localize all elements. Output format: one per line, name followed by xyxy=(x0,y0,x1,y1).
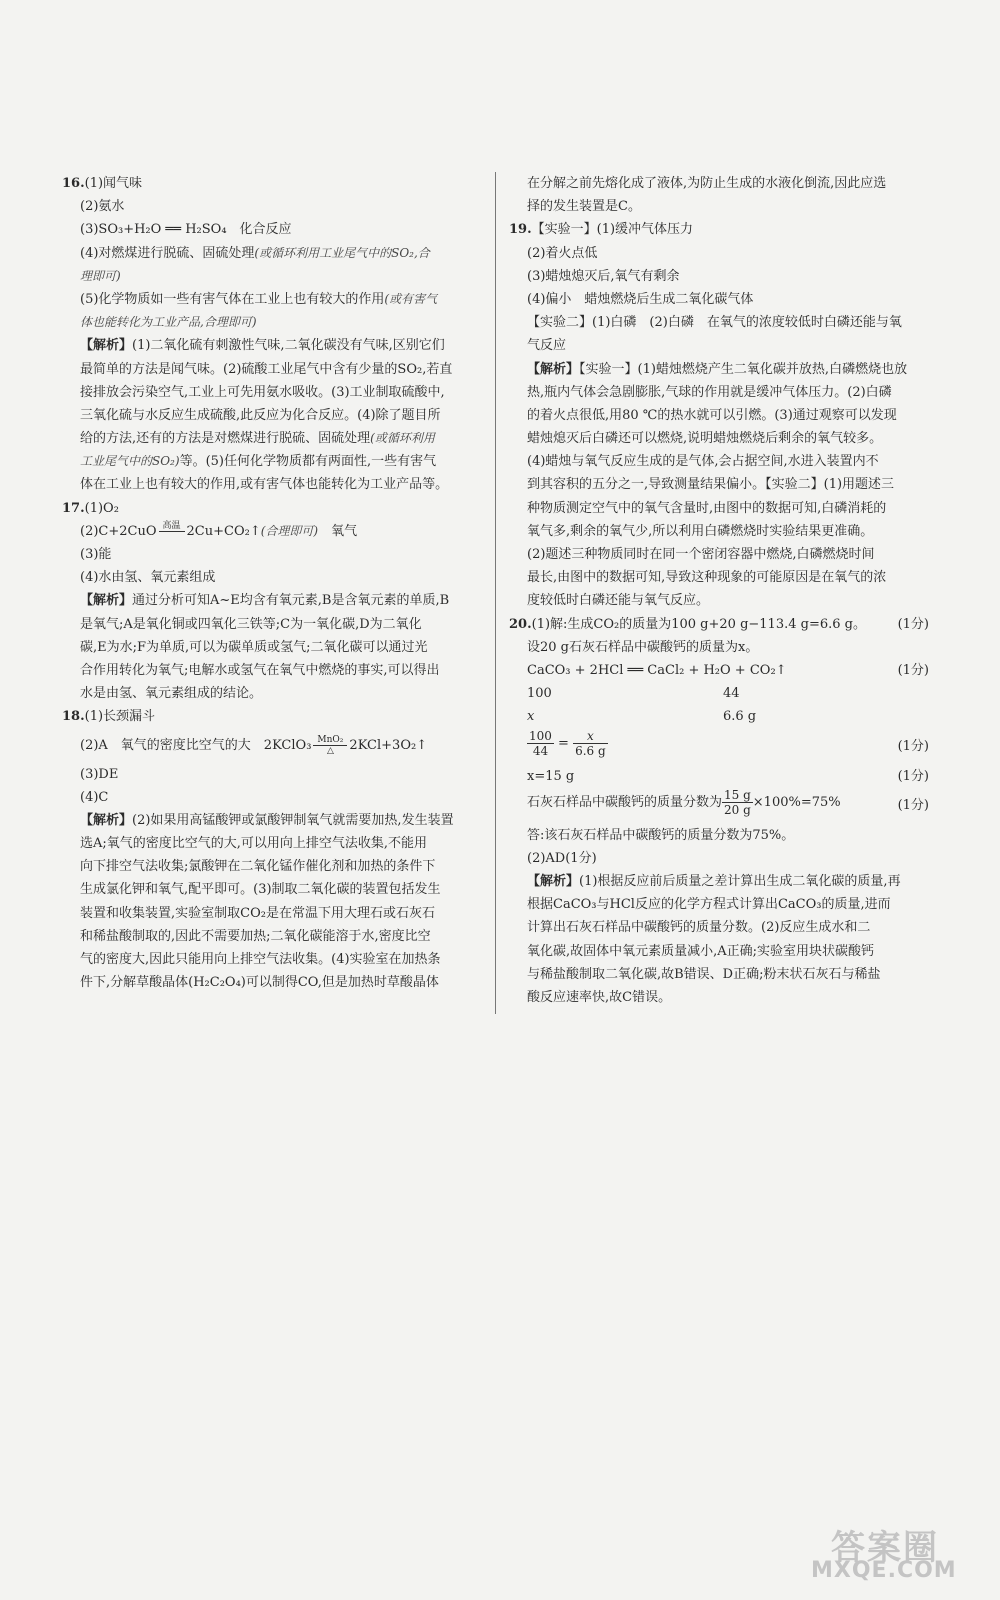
score-label: (1分) xyxy=(897,616,929,632)
q20-proportion: $\frac{100}{44}$ = $\frac{x}{6.6 g}$ (1分) xyxy=(529,728,929,758)
q19-experiment-1: 19.【实验一】(1)缓冲气体压力 xyxy=(509,222,694,238)
q16-answer-5-cont: 体也能转化为工业产品,合理即可) xyxy=(80,315,257,330)
watermark-text: 答案圈 xyxy=(831,1528,939,1568)
q17-answer-1: 17.(1)O₂ xyxy=(62,500,119,516)
q16-explanation-5: 给的方法,还有的方法是对燃煤进行脱硫、固硫处理(或循环利用 xyxy=(80,431,435,447)
q17-explanation-5: 水是由氢、氧元素组成的结论。 xyxy=(80,686,263,702)
q18-explanation-1: 【解析】(2)如果用高锰酸钾或氯酸钾制氧气就需要加热,发生装置 xyxy=(80,812,454,828)
q19-explanation-5: (4)蜡烛与氧气反应生成的是气体,会占据空间,水进入装置内不 xyxy=(527,454,879,470)
q16-explanation-2: 最简单的方法是闻气味。(2)硫酸工业尾气中含有少量的SO₂,若直 xyxy=(80,361,453,377)
q20-explanation-3: 计算出石灰石样品中碳酸钙的质量分数。(2)反应生成水和二 xyxy=(527,920,871,936)
score-label: (1分) xyxy=(897,797,929,813)
fraction: $\frac{100}{44}$ xyxy=(529,728,552,758)
q19-explanation-6: 到其容积的五分之一,导致测量结果偏小。【实验二】(1)用题述三 xyxy=(527,477,895,493)
q20-explanation-6: 酸反应速率快,故C错误。 xyxy=(527,990,672,1005)
reaction-condition: MnO₂ △ xyxy=(313,735,347,756)
q20-ratio-row-1: 100 44 xyxy=(527,686,740,702)
q19-number: 19. xyxy=(509,222,532,238)
q19-answer-3: (3)蜡烛熄灭后,氧气有剩余 xyxy=(527,268,680,284)
q16-answer-5: (5)化学物质如一些有害气体在工业上也有较大的作用(或有害气 xyxy=(80,291,438,307)
q20-line-1: 20.(1)解:生成CO₂的质量为100 g+20 g−113.4 g=6.6 g。 (1分) xyxy=(509,613,929,636)
q19-explanation-9: (2)题述三种物质同时在同一个密闭容器中燃烧,白磷燃烧时间 xyxy=(527,547,875,562)
q19-explanation-1: 【解析】【实验一】(1)蜡烛燃烧产生二氧化碳并放热,白磷燃烧也放 xyxy=(527,361,908,377)
q16-answer-1: 16.(1)闻气味 xyxy=(62,176,143,191)
q18-answer-2: (2)A 氧气的密度比空气的大 2KClO₃ MnO₂ △ 2KCl+3O₂↑ xyxy=(80,734,428,756)
q16-answer-4: (4)对燃煤进行脱硫、固硫处理(或循环利用工业尾气中的SO₂,合 xyxy=(80,245,430,261)
score-label: (1分) xyxy=(897,768,929,784)
q18-explanation-2: 选A;氧气的密度比空气的大,可以用向上排空气法收集,不能用 xyxy=(80,836,428,852)
q16-explanation-7: 体在工业上也有较大的作用,或有害气体也能转化为工业产品等。 xyxy=(80,477,449,493)
q19-explanation-8: 氧气多,剩余的氧气少,所以利用白磷燃烧时实验结果更准确。 xyxy=(527,523,874,539)
q19-answer-4: (4)偏小 蜡烛燃烧后生成二氧化碳气体 xyxy=(527,291,754,307)
q17-answer-2: (2)C+2CuO 高温 2Cu+CO₂↑(合理即可) 氧气 xyxy=(62,520,482,543)
q18-number: 18. xyxy=(62,709,85,725)
q19-explanation-11: 度较低时白磷还能与氧气反应。 xyxy=(527,593,710,609)
q20-explanation-2: 根据CaCO₃与HCl反应的化学方程式计算出CaCO₃的质量,进而 xyxy=(527,897,891,913)
q16-answer-3: (3)SO₃+H₂O ══ H₂SO₄ 化合反应 xyxy=(80,222,292,238)
q18-explanation-continued-1: 在分解之前先熔化成了液体,为防止生成的水液化倒流,因此应选 xyxy=(527,176,887,191)
q16-explanation-3: 接排放会污染空气,工业上可先用氨水吸收。(3)工业制取硫酸中, xyxy=(80,384,445,400)
q20-answer-2: (2)AD(1分) xyxy=(527,850,597,866)
q19-experiment-2: 【实验二】(1)白磷 (2)白磷 在氧气的浓度较低时白磷还能与氧 xyxy=(527,315,902,331)
q16-answer-4-cont: 理即可) xyxy=(80,268,121,283)
q17-answer-4: (4)水由氢、氧元素组成 xyxy=(80,570,216,586)
fraction: $\frac{15 g}{20 g}$ xyxy=(724,787,751,817)
q18-explanation-5: 装置和收集装置,实验室制取CO₂是在常温下用大理石或石灰石 xyxy=(80,905,435,921)
q20-x-result: x=15 g (1分) xyxy=(527,765,929,788)
q17-explanation-3: 碳,E为水;F为单质,可以为碳单质或氢气;二氧化碳可以通过光 xyxy=(80,639,428,655)
q19-explanation-7: 种物质测定空气中的氧气含量时,由图中的数据可知,白磷消耗的 xyxy=(527,500,887,516)
q20-mass-fraction: 石灰石样品中碳酸钙的质量分数为 $\frac{15 g}{20 g}$ ×100%=75% (1分) xyxy=(527,787,929,817)
q18-explanation-6: 和稀盐酸制取的,因此不需要加热;二氧化碳能溶于水,密度比空 xyxy=(80,928,431,944)
column-divider xyxy=(495,172,496,1014)
q19-explanation-2: 热,瓶内气体会急剧膨胀,气球的作用就是缓冲气体压力。(2)白磷 xyxy=(527,384,892,400)
q20-line-2: 设20 g石灰石样品中碳酸钙的质量为x。 xyxy=(527,639,759,655)
watermark-url: MXQE.COM xyxy=(811,1558,957,1583)
q19-explanation-3: 的着火点很低,用80 ℃的热水就可以引燃。(3)通过观察可以发现 xyxy=(527,407,897,423)
q16-explanation-4: 三氧化硫与水反应生成硫酸,此反应为化合反应。(4)除了题目所 xyxy=(80,407,441,423)
q17-explanation-1: 【解析】通过分析可知A~E均含有氧元素,B是含氧元素的单质,B xyxy=(80,593,450,609)
q17-number: 17. xyxy=(62,500,85,516)
score-label: (1分) xyxy=(897,738,929,754)
q18-explanation-continued-2: 择的发生装置是C。 xyxy=(527,199,641,215)
q16-number: 16. xyxy=(62,176,85,191)
score-label: (1分) xyxy=(897,662,929,678)
q18-explanation-7: 气的密度大,因此只能用向上排空气法收集。(4)实验室在加热条 xyxy=(80,952,441,967)
left-column xyxy=(62,172,482,994)
q19-experiment-2-cont: 气反应 xyxy=(527,338,567,354)
fraction: $\frac{x}{6.6 g}$ xyxy=(575,728,606,758)
q20-explanation-5: 与稀盐酸制取二氧化碳,故B错误、D正确;粉末状石灰石与稀盐 xyxy=(527,966,881,982)
q16-explanation-1: 【解析】(1)二氧化硫有刺激性气味,二氧化碳没有气味,区别它们 xyxy=(80,338,445,354)
q18-explanation-8: 件下,分解草酸晶体(H₂C₂O₄)可以制得CO,但是加热时草酸晶体 xyxy=(80,975,439,991)
q18-answer-4: (4)C xyxy=(80,789,109,805)
q20-number: 20. xyxy=(509,616,532,632)
watermark-logo xyxy=(801,1518,986,1590)
q16-answer-2: (2)氨水 xyxy=(80,199,125,215)
q19-explanation-4: 蜡烛熄灭后白磷还可以燃烧,说明蜡烛燃烧后剩余的氧气较多。 xyxy=(527,431,883,447)
q20-ratio-row-2: x 6.6 g xyxy=(527,709,757,725)
q18-answer-1: 18.(1)长颈漏斗 xyxy=(62,709,156,725)
q18-explanation-3: 向下排空气法收集;氯酸钾在二氧化锰作催化剂和加热的条件下 xyxy=(80,859,436,875)
q17-answer-3: (3)能 xyxy=(80,547,112,562)
q20-explanation-4: 氧化碳,故固体中氧元素质量减小,A正确;实验室用块状碳酸钙 xyxy=(527,943,875,959)
q20-explanation-1: 【解析】(1)根据反应前后质量之差计算出生成二氧化碳的质量,再 xyxy=(527,874,901,890)
q19-explanation-10: 最长,由图中的数据可知,导致这种现象的可能原因是在氧气的浓 xyxy=(527,570,887,586)
right-column xyxy=(509,172,929,1009)
q17-explanation-4: 合作用转化为氧气;电解水或氢气在氧气中燃烧的事实,可以得出 xyxy=(80,662,440,678)
q20-answer-sentence: 答:该石灰石样品中碳酸钙的质量分数为75%。 xyxy=(527,827,795,843)
reaction-condition: 高温 xyxy=(159,521,185,542)
q20-equation: CaCO₃ + 2HCl ══ CaCl₂ + H₂O + CO₂↑ (1分) xyxy=(527,659,929,682)
q16-explanation-6: 工业尾气中的SO₂)等。(5)任何化学物质都有两面性,一些有害气 xyxy=(80,454,437,470)
q18-explanation-4: 生成氯化钾和氧气,配平即可。(3)制取二氧化碳的装置包括发生 xyxy=(80,882,441,898)
q19-answer-2: (2)着火点低 xyxy=(527,245,598,261)
q17-explanation-2: 是氧气;A是氧化铜或四氧化三铁等;C为一氧化碳,D为二氧化 xyxy=(80,616,422,632)
q18-answer-3: (3)DE xyxy=(80,766,119,782)
